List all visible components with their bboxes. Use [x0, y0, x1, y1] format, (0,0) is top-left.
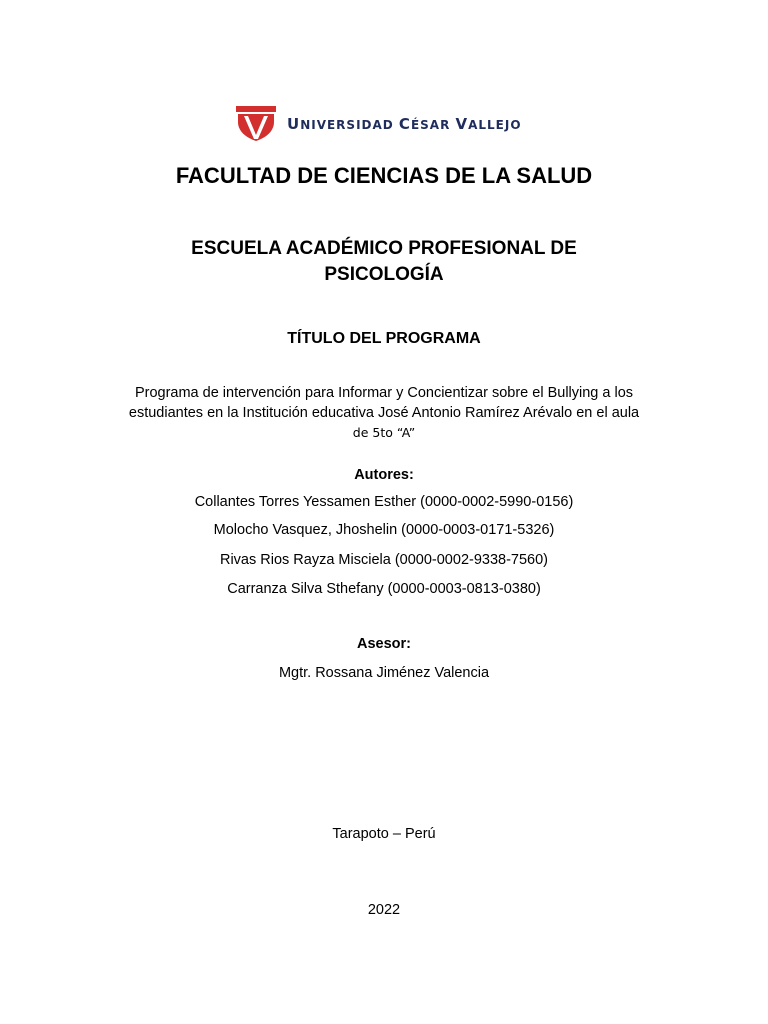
program-description-line-2: estudiantes en la Institución educativa José Antonio Ramírez Arévalo en el aula — [128, 405, 640, 421]
program-heading: TÍTULO DEL PROGRAMA — [287, 330, 481, 347]
program-description-line-3: de 5to “A” — [352, 425, 416, 440]
advisor-name: Mgtr. Rossana Jiménez Valencia — [278, 665, 490, 681]
advisor-label: Asesor: — [357, 636, 411, 652]
university-name — [287, 115, 522, 133]
author-item: Rivas Rios Rayza Misciela (0000-0002-9338-7560) — [219, 552, 549, 568]
location: Tarapoto – Perú — [332, 826, 436, 842]
author-item: Collantes Torres Yessamen Esther (0000-0002-5990-0156) — [194, 494, 574, 510]
university-logo — [235, 104, 522, 142]
logo-text-4: V — [455, 115, 469, 133]
logo-text-3: ÉSAR — [410, 118, 456, 132]
faculty-title: FACULTAD DE CIENCIAS DE LA SALUD — [175, 163, 593, 188]
university-shield-icon — [235, 104, 277, 142]
program-description-line-1: Programa de intervención para Informar y Concientizar sobre el Bullying a los — [134, 385, 634, 401]
program-description — [100, 383, 668, 443]
author-item: Carranza Silva Sthefany (0000-0003-0813-0380) — [227, 581, 541, 597]
logo-text-1: NIVERSIDAD — [300, 118, 399, 132]
year: 2022 — [367, 902, 401, 918]
school-title-line-2: PSICOLOGÍA — [324, 264, 444, 285]
logo-text-2: C — [398, 115, 411, 133]
author-item: Molocho Vasquez, Jhoshelin (0000-0003-0171-5326) — [213, 522, 555, 538]
logo-text-5: ALLEJO — [468, 118, 522, 132]
school-title-line-1: ESCUELA ACADÉMICO PROFESIONAL DE — [191, 238, 577, 259]
logo-text-prefix: U — [287, 115, 301, 133]
school-title — [0, 236, 768, 288]
authors-label: Autores: — [354, 467, 414, 483]
